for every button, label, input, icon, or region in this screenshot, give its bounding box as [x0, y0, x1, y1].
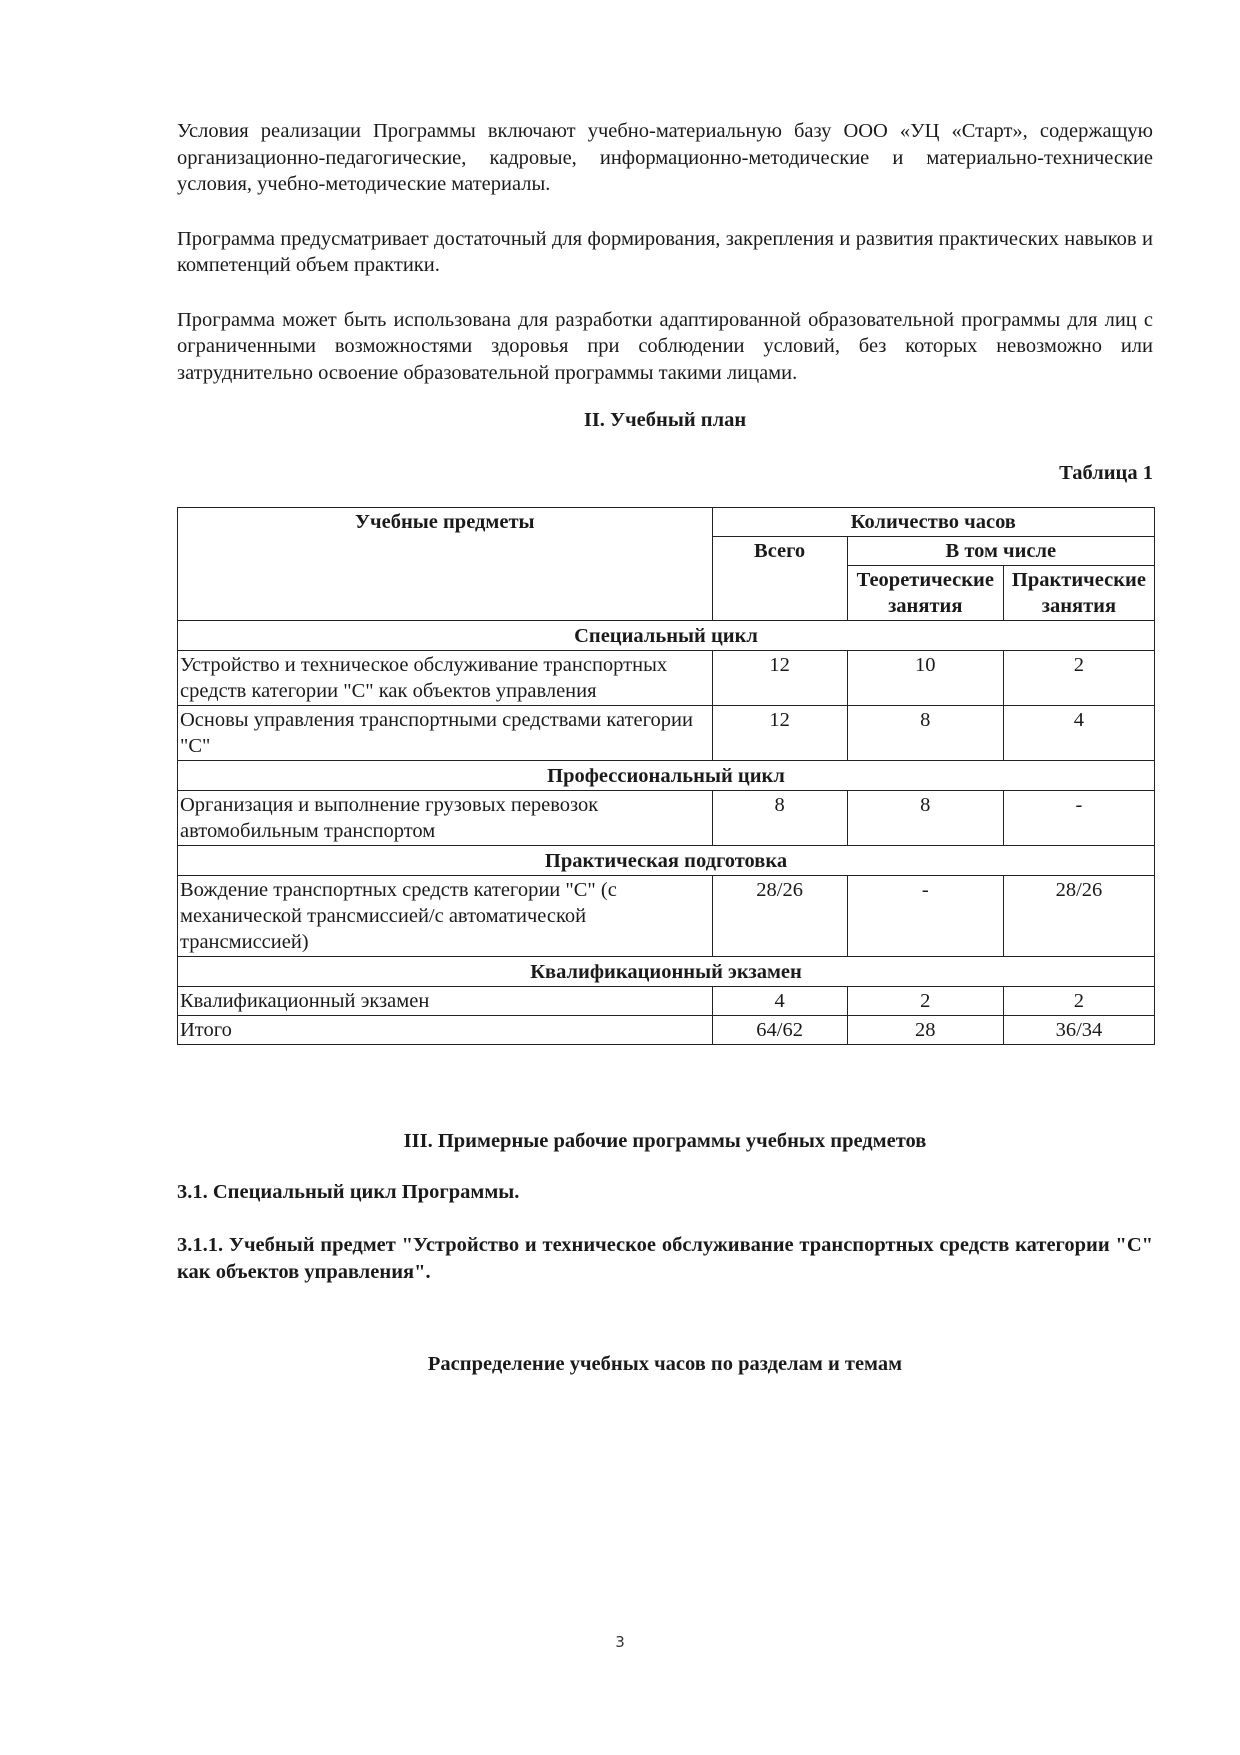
- hours-theory: 8: [847, 791, 1003, 846]
- hours-total: 28/26: [712, 876, 847, 957]
- paragraph-practice: Программа предусматривает достаточный для формирования, закрепления и развития практических навыков и компетенций объем практики.: [177, 227, 1153, 276]
- header-subjects: Учебные предметы: [178, 508, 713, 621]
- subject-name: Основы управления транспортными средствами категории "C": [178, 706, 713, 761]
- paragraph-conditions: Условия реализации Программы включают учебно-материальную базу ООО «УЦ «Старт», содержащую организационно-педагогические, кадровые, информационно-методические и материально-технические условия, учебно-методические материалы.: [177, 120, 1153, 195]
- hours-practice: 2: [1003, 987, 1154, 1016]
- hours-total: 4: [712, 987, 847, 1016]
- table-row: [178, 706, 1155, 761]
- total-practice: 36/34: [1003, 1016, 1154, 1045]
- total-hours: 64/62: [712, 1016, 847, 1045]
- section-row: [178, 846, 1155, 876]
- header-practice: Практические занятия: [1003, 566, 1154, 621]
- hours-theory: 10: [847, 651, 1003, 706]
- header-theory: Теоретические занятия: [847, 566, 1003, 621]
- hours-theory: 2: [847, 987, 1003, 1016]
- total-row: [178, 1016, 1155, 1045]
- distribution-title: Распределение учебных часов по разделам и темам: [427, 1353, 903, 1375]
- subject-name: Организация и выполнение грузовых перевозок автомобильным транспортом: [178, 791, 713, 846]
- hours-theory: 8: [847, 706, 1003, 761]
- header-including: В том числе: [847, 537, 1154, 566]
- subject-name: Квалификационный экзамен: [178, 987, 713, 1016]
- paragraph-adaptation: Программа может быть использована для разработки адаптированной образовательной программы для лиц с ограниченными возможностями здоровья при соблюдении условий, без которых невозможно или затруднительно освоение образовательной программы такими лицами.: [177, 308, 1153, 384]
- hours-total: 12: [712, 706, 847, 761]
- section-title: Квалификационный экзамен: [178, 957, 1155, 987]
- hours-practice: 28/26: [1003, 876, 1154, 957]
- section-row: [178, 957, 1155, 987]
- section-2-title: II. Учебный план: [583, 409, 747, 431]
- table-row: [178, 876, 1155, 957]
- subject-name: Устройство и техническое обслуживание транспортных средств категории "C" как объектов управления: [178, 651, 713, 706]
- subsection-3-1: 3.1. Специальный цикл Программы.: [177, 1181, 520, 1203]
- hours-practice: 2: [1003, 651, 1154, 706]
- table-caption: Таблица 1: [1059, 462, 1153, 484]
- subject-name: Вождение транспортных средств категории "C" (с механической трансмиссией/с автоматической трансмиссией): [178, 876, 713, 957]
- section-title: Специальный цикл: [178, 621, 1155, 651]
- subject-3-1-1: 3.1.1. Учебный предмет "Устройство и техническое обслуживание транспортных средств категории "C" как объектов управления".: [177, 1234, 1153, 1283]
- header-total: Всего: [712, 537, 847, 621]
- total-label: Итого: [178, 1016, 713, 1045]
- section-3-title: III. Примерные рабочие программы учебных предметов: [403, 1130, 927, 1152]
- page-number: 3: [615, 1633, 625, 1651]
- section-title: Практическая подготовка: [178, 846, 1155, 876]
- hours-total: 12: [712, 651, 847, 706]
- hours-total: 8: [712, 791, 847, 846]
- header-hours: Количество часов: [712, 508, 1154, 537]
- section-title: Профессиональный цикл: [178, 761, 1155, 791]
- hours-practice: 4: [1003, 706, 1154, 761]
- table-row: [178, 791, 1155, 846]
- document-page: [177, 118, 1153, 1376]
- curriculum-table: [177, 507, 1155, 1045]
- total-theory: 28: [847, 1016, 1003, 1045]
- table-row: [178, 987, 1155, 1016]
- section-row: [178, 621, 1155, 651]
- hours-theory: -: [847, 876, 1003, 957]
- section-row: [178, 761, 1155, 791]
- table-row: [178, 651, 1155, 706]
- hours-practice: -: [1003, 791, 1154, 846]
